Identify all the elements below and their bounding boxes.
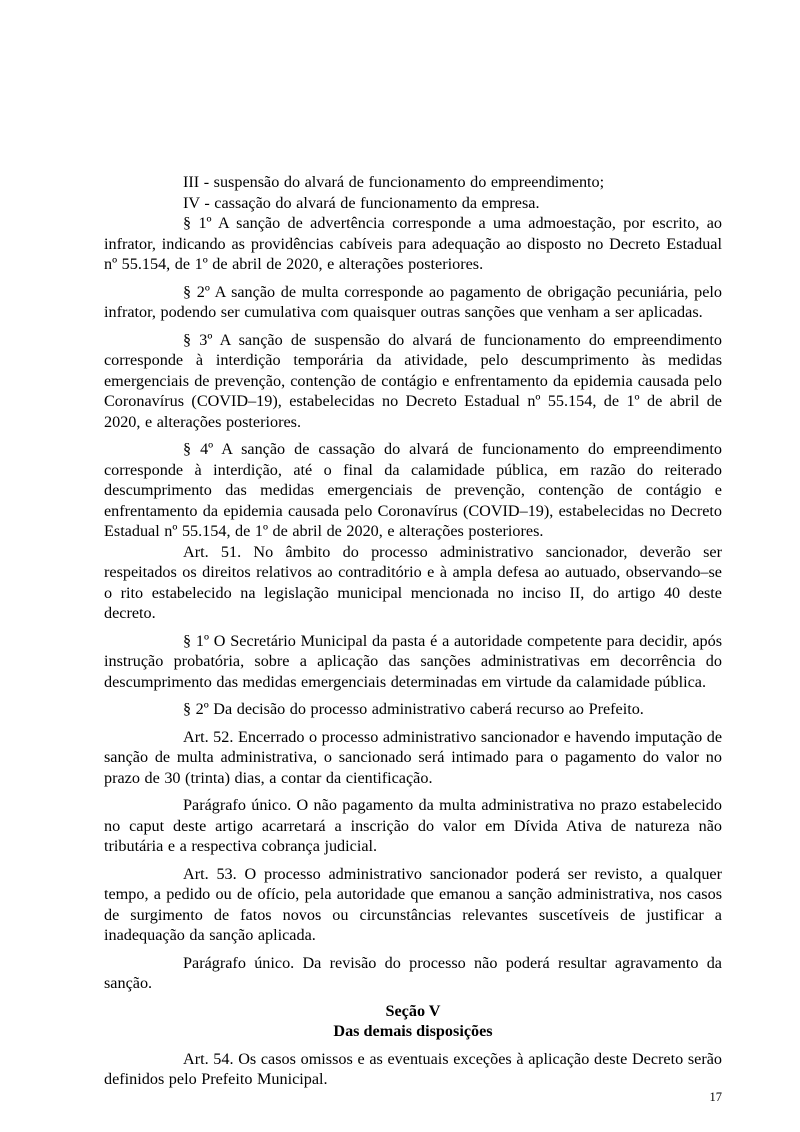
paragraph-1: § 1º A sanção de advertência corresponde a uma admoestação, por escrito, ao infrator, indicando as providências cabíveis para adequação ao disposto no Decreto Estadual nº 55.154, de 1º de abril de 2020, e alterações posteriores. xyxy=(104,214,722,273)
paragraph-2: § 2º A sanção de multa corresponde ao pagamento de obrigação pecuniária, pelo infrator, podendo ser cumulativa com quaisquer outras sanções que venham a ser aplicadas. xyxy=(104,282,722,321)
paragraph-4: § 4º A sanção de cassação do alvará de funcionamento do empreendimento corresponde à interdição, até o final da calamidade pública, em razão do reiterado descumprimento das medidas emergenciais de prevenção, contenção de contágio e enfrentamento da epidemia causada pelo Coronavírus (COVID–19), estabelecidas no Decreto Estadual nº 55.154, de 1º de abril de 2020, e alterações posteriores. xyxy=(104,440,722,540)
paragraph-3: § 3º A sanção de suspensão do alvará de funcionamento do empreendimento corresponde à interdição temporária da atividade, pelo descumprimento às medidas emergenciais de prevenção, contenção de contágio e enfrentamento da epidemia causada pelo Coronavírus (COVID–19), estabelecidas no Decreto Estadual nº 55.154, de 1º de abril de 2020, e alterações posteriores. xyxy=(104,330,722,431)
article-53-sole-paragraph: Parágrafo único. Da revisão do processo não poderá resultar agravamento da sanção. xyxy=(104,953,722,992)
article-51: Art. 51. No âmbito do processo administrativo sancionador, deverão ser respeitados os direitos relativos ao contraditório e à ampla defesa ao autuado, observando–se o rito estabelecido na legislação municipal mencionada no inciso II, do artigo 40 deste decreto. xyxy=(104,542,722,622)
clause-item-iii: III - suspensão do alvará de funcionamento do empreendimento; xyxy=(183,173,605,191)
section-title: Seção V xyxy=(385,1001,441,1020)
section-subtitle: Das demais disposições xyxy=(333,1022,493,1040)
article-52: Art. 52. Encerrado o processo administrativo sancionador e havendo imputação de sanção de multa administrativa, o sancionado será intimado para o pagamento do valor no prazo de 30 (trinta) dias, a contar da cientificação. xyxy=(104,727,723,787)
clause-item-iv: IV - cassação do alvará de funcionamento da empresa. xyxy=(183,193,540,212)
page-number: 17 xyxy=(709,1090,722,1104)
section-heading xyxy=(104,1001,722,1042)
article-51-paragraph-1: § 1º O Secretário Municipal da pasta é a autoridade competente para decidir, após instrução probatória, sobre a aplicação das sanções administrativas em decorrência do descumprimento das medidas emergenciais determinadas em virtude da calamidade pública. xyxy=(104,631,722,691)
article-51-paragraph-2: § 2º Da decisão do processo administrativo caberá recurso ao Prefeito. xyxy=(183,700,644,718)
article-54: Art. 54. Os casos omissos e as eventuais exceções à aplicação deste Decreto serão definidos pelo Prefeito Municipal. xyxy=(104,1049,722,1088)
document-text-block xyxy=(104,172,722,1090)
article-52-sole-paragraph: Parágrafo único. O não pagamento da multa administrativa no prazo estabelecido no caput deste artigo acarretará a inscrição do valor em Dívida Ativa de natureza não tributária e a respectiva cobrança judicial. xyxy=(104,796,722,855)
article-53: Art. 53. O processo administrativo sancionador poderá ser revisto, a qualquer tempo, a pedido ou de ofício, pela autoridade que emanou a sanção administrativa, nos casos de surgimento de fatos novos ou circunstâncias relevantes suscetíveis de justificar a inadequação da sanção aplicada. xyxy=(104,864,722,944)
